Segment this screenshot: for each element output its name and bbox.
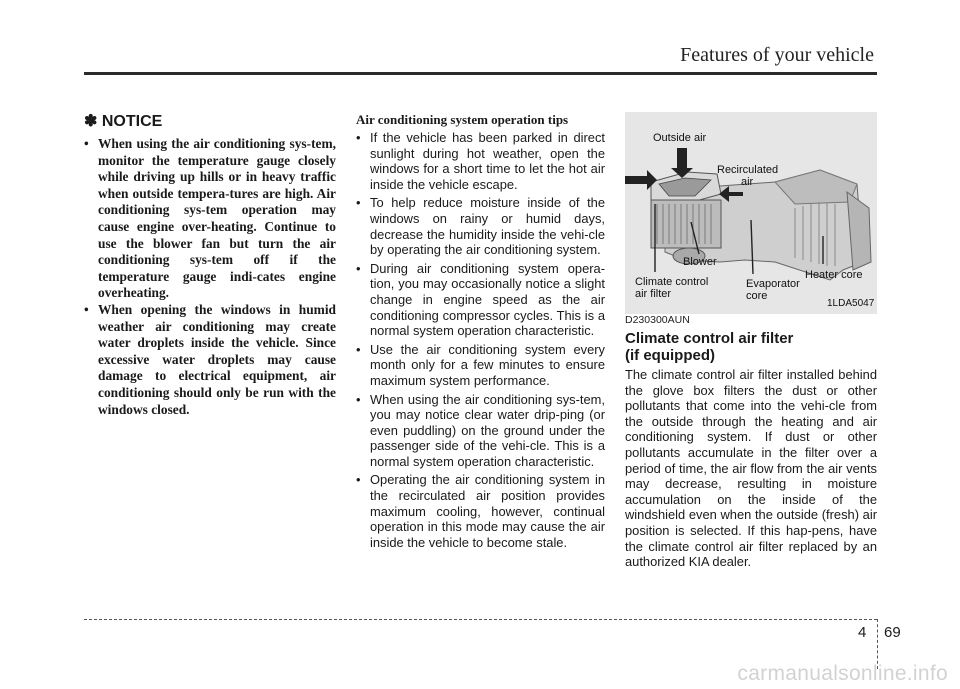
tip-item: [356, 342, 605, 389]
tip-item: [356, 472, 605, 550]
footer-rule: [84, 619, 877, 620]
section-title-line2: (if equipped): [625, 347, 715, 364]
header-rule: [84, 72, 877, 75]
tip-item: [356, 392, 605, 470]
bullet-icon: •: [356, 391, 361, 407]
figure-code: 1LDA5047: [827, 298, 875, 309]
notice-item-text: When using the air conditioning sys-tem, monitor the temperature gauge closely while driving up hills or in heavy traffic when outside tempera-tures are high. Air conditioning sys-tem operation may cause engine over-heating. Continue to use the blower fan but turn the air conditioning sys-tem off if the temperature gauge indi-cates engine overheating.: [98, 136, 336, 301]
label-heater-core: Heater core: [805, 269, 863, 281]
section-body: The climate control air filter installed behind the glove box filters the dust or other pollutants that come into the vehi-cle from the outside through the heating and air conditioning system. If dust or other pollutants accumulate in the filter over a period of time, the air flow from the air vents may decrease, resulting in moisture accumulation on the inside of the windshield even when the outside (fresh) air position is selected. If this hap-pens, have the climate control air filter replaced by an authorized KIA dealer.: [625, 367, 877, 570]
bullet-icon: •: [84, 301, 89, 317]
label-filter-line1: Climate control: [635, 276, 709, 288]
notice-list: [84, 136, 336, 418]
tips-title: Air conditioning system operation tips: [356, 112, 569, 127]
tip-item-text: During air conditioning system opera-tion, you may occasionally notice a slight change in engine speed as the air conditioning compressor cycles. This is a normal system operation characteristic.: [370, 260, 605, 339]
header-title: Features of your vehicle: [680, 44, 874, 66]
bullet-icon: •: [356, 341, 361, 357]
label-evaporator-line2: core: [746, 290, 768, 302]
label-outside-air: Outside air: [653, 132, 707, 144]
tip-item-text: When using the air conditioning sys-tem, you may notice clear water drip-ping (or even puddling) on the ground under the passenger side of the vehi-cle. This is a normal system operation characteristic.: [370, 391, 605, 469]
chapter-number: 4: [858, 624, 867, 641]
bullet-icon: •: [356, 195, 361, 211]
notice-item: [84, 302, 336, 418]
notice-item-text: When opening the windows in humid weather air conditioning may create water droplets inside the vehicle. Since excessive water droplets may cause damage to electrical equipment, air conditioning should only be run with the windows closed.: [98, 301, 336, 417]
bullet-icon: •: [356, 130, 361, 145]
section-title: [625, 330, 877, 364]
watermark: carmanualsonline.info: [737, 662, 948, 685]
label-filter-line2: air filter: [635, 288, 672, 300]
tip-item-text: Operating the air conditioning system in the recirculated air position provides maximum cooling, however, continual operation in this mode may cause the air inside the vehicle to become stale.: [370, 472, 605, 550]
tips-list: [356, 130, 605, 550]
tip-item-text: Use the air conditioning system every month only for a few minutes to ensure maximum system performance.: [370, 341, 605, 388]
tip-item-text: If the vehicle has been parked in direct sunlight during hot weather, open the windows for a short time to let the hot air inside the vehicle escape.: [370, 130, 605, 192]
hvac-illustration: [625, 112, 877, 314]
tip-item: [356, 195, 605, 257]
label-evaporator-line1: Evaporator: [746, 278, 800, 290]
notice-title: ✽ NOTICE: [84, 113, 163, 130]
bullet-icon: •: [84, 136, 89, 151]
notice-block: [84, 112, 336, 418]
label-recirculated-line2: air: [741, 176, 754, 188]
tip-item: [356, 130, 605, 192]
tips-block: [356, 112, 605, 553]
bullet-icon: •: [356, 472, 361, 488]
section-title-line1: Climate control air filter: [625, 330, 794, 347]
section-code: D230300AUN: [625, 314, 690, 326]
page-number: 69: [884, 624, 901, 641]
tip-item-text: To help reduce moisture inside of the windows on rainy or humid days, decrease the humidity inside the vehi-cle by operating the air conditioning system.: [370, 195, 605, 258]
notice-item: [84, 136, 336, 302]
label-blower: Blower: [683, 256, 717, 268]
label-recirculated-line1: Recirculated: [717, 164, 779, 176]
bullet-icon: •: [356, 260, 361, 276]
tip-item: [356, 261, 605, 339]
